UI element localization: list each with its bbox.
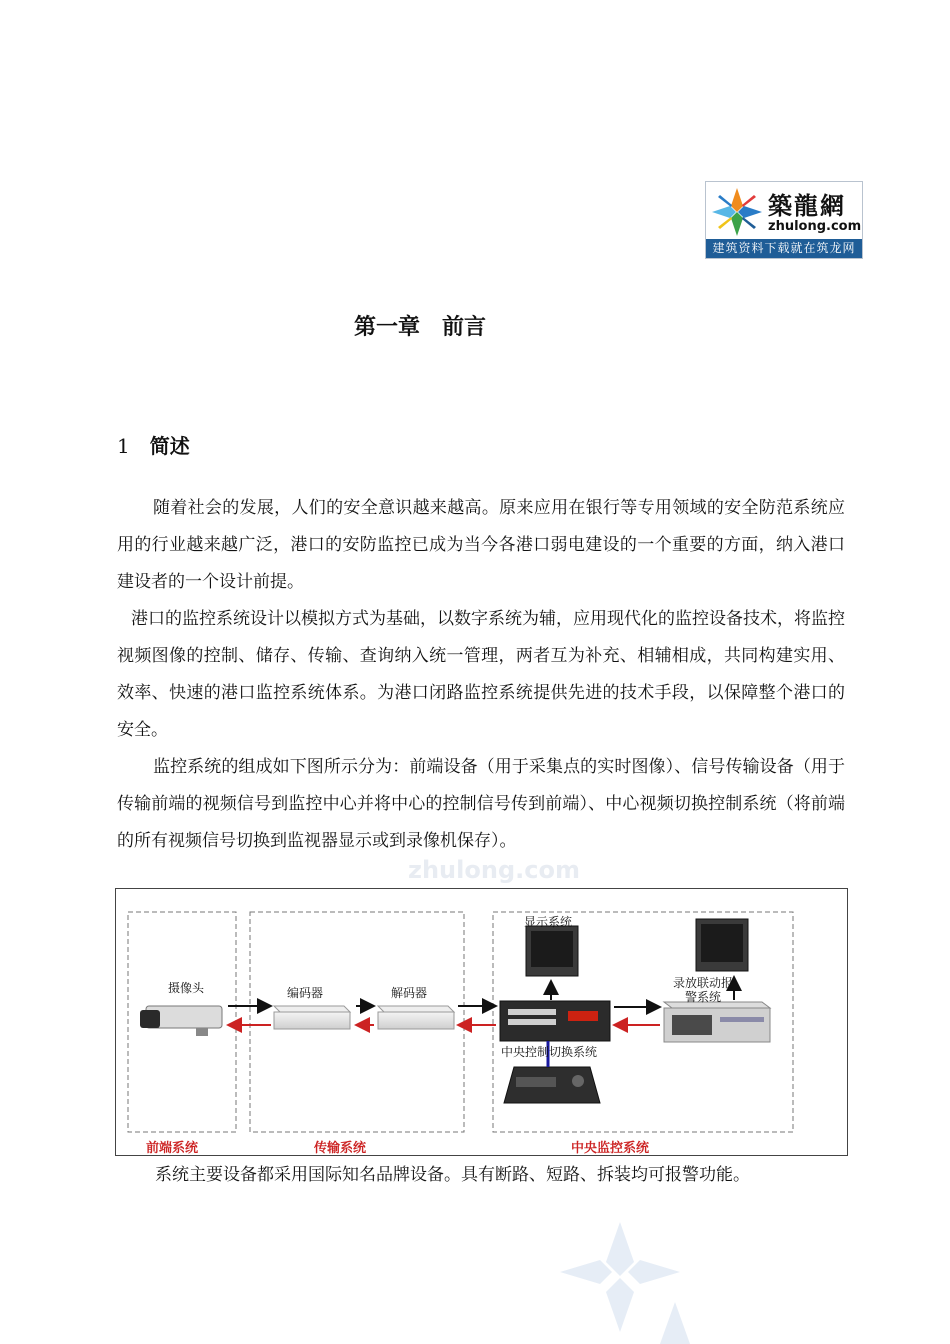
logo-slogan: 建筑资料下载就在筑龙网 — [706, 239, 862, 258]
label-encoder: 编码器 — [287, 986, 324, 1000]
display-monitor-device — [526, 926, 578, 976]
label-camera: 摄像头 — [168, 981, 205, 995]
paragraph-composition: 监控系统的组成如下图所示分为：前端设备（用于采集点的实时图像）、信号传输设备（用于传输前端的视频信号到监控中心并将中心的控制信号传到前端）、中心视频切换控制系统（将前端的所有视频信号切换到监视器显示或到录像机保存）。 — [117, 757, 845, 851]
recorder-device — [664, 1002, 770, 1042]
zone-label-front: 前端系统 — [146, 1141, 199, 1156]
system-diagram — [115, 888, 848, 1156]
control-keyboard-device — [504, 1067, 600, 1103]
decoder-device — [378, 1006, 454, 1029]
label-decoder: 解码器 — [391, 986, 428, 1000]
encoder-device — [274, 1006, 350, 1029]
label-recorder: 录放联动报警系统 — [672, 976, 733, 1004]
matrix-switcher-device — [500, 1001, 610, 1041]
camera-device — [140, 1006, 222, 1036]
section-heading — [117, 430, 190, 459]
diagram-graphics — [116, 889, 849, 1157]
paragraph-design: 港口的监控系统设计以模拟方式为基础，以数字系统为辅，应用现代化的监控设备技术，将监控视频图像的控制、储存、传输、查询纳入统一管理，两者互为补充、相辅相成，共同构建实用、效率、快速的港口监控系统体系。为港口闭路监控系统提供先进的技术手段，以保障整个港口的安全。 — [117, 609, 845, 740]
background-logo-watermark-icon — [560, 1222, 740, 1344]
section-number: 1 — [117, 434, 130, 458]
zhulong-logo — [705, 181, 863, 259]
zone-label-center: 中央监控系统 — [571, 1141, 650, 1156]
logo-star-icon — [710, 186, 764, 238]
zone-label-transport: 传输系统 — [314, 1141, 367, 1156]
label-matrix: 中央控制切换系统 — [501, 1045, 598, 1059]
logo-domain: zhulong.com — [768, 219, 862, 234]
watermark-text: zhulong.com — [408, 856, 580, 884]
figure-caption: 系统主要设备都采用国际知名品牌设备。具有断路、短路、拆装均可报警功能。 — [155, 1165, 750, 1185]
chapter-title: 第一章 前言 — [353, 315, 486, 340]
paragraph-intro: 随着社会的发展，人们的安全意识越来越高。原来应用在银行等专用领域的安全防范系统应用的行业越来越广泛，港口的安防监控已成为当今各港口弱电建设的一个重要的方面，纳入港口建设者的一个设计前提。 — [117, 498, 845, 592]
section-title: 简述 — [149, 434, 190, 458]
recorder-monitor-device — [696, 919, 748, 971]
logo-brand-name: 築龍網 — [768, 191, 846, 220]
label-display: 显示系统 — [524, 915, 573, 929]
